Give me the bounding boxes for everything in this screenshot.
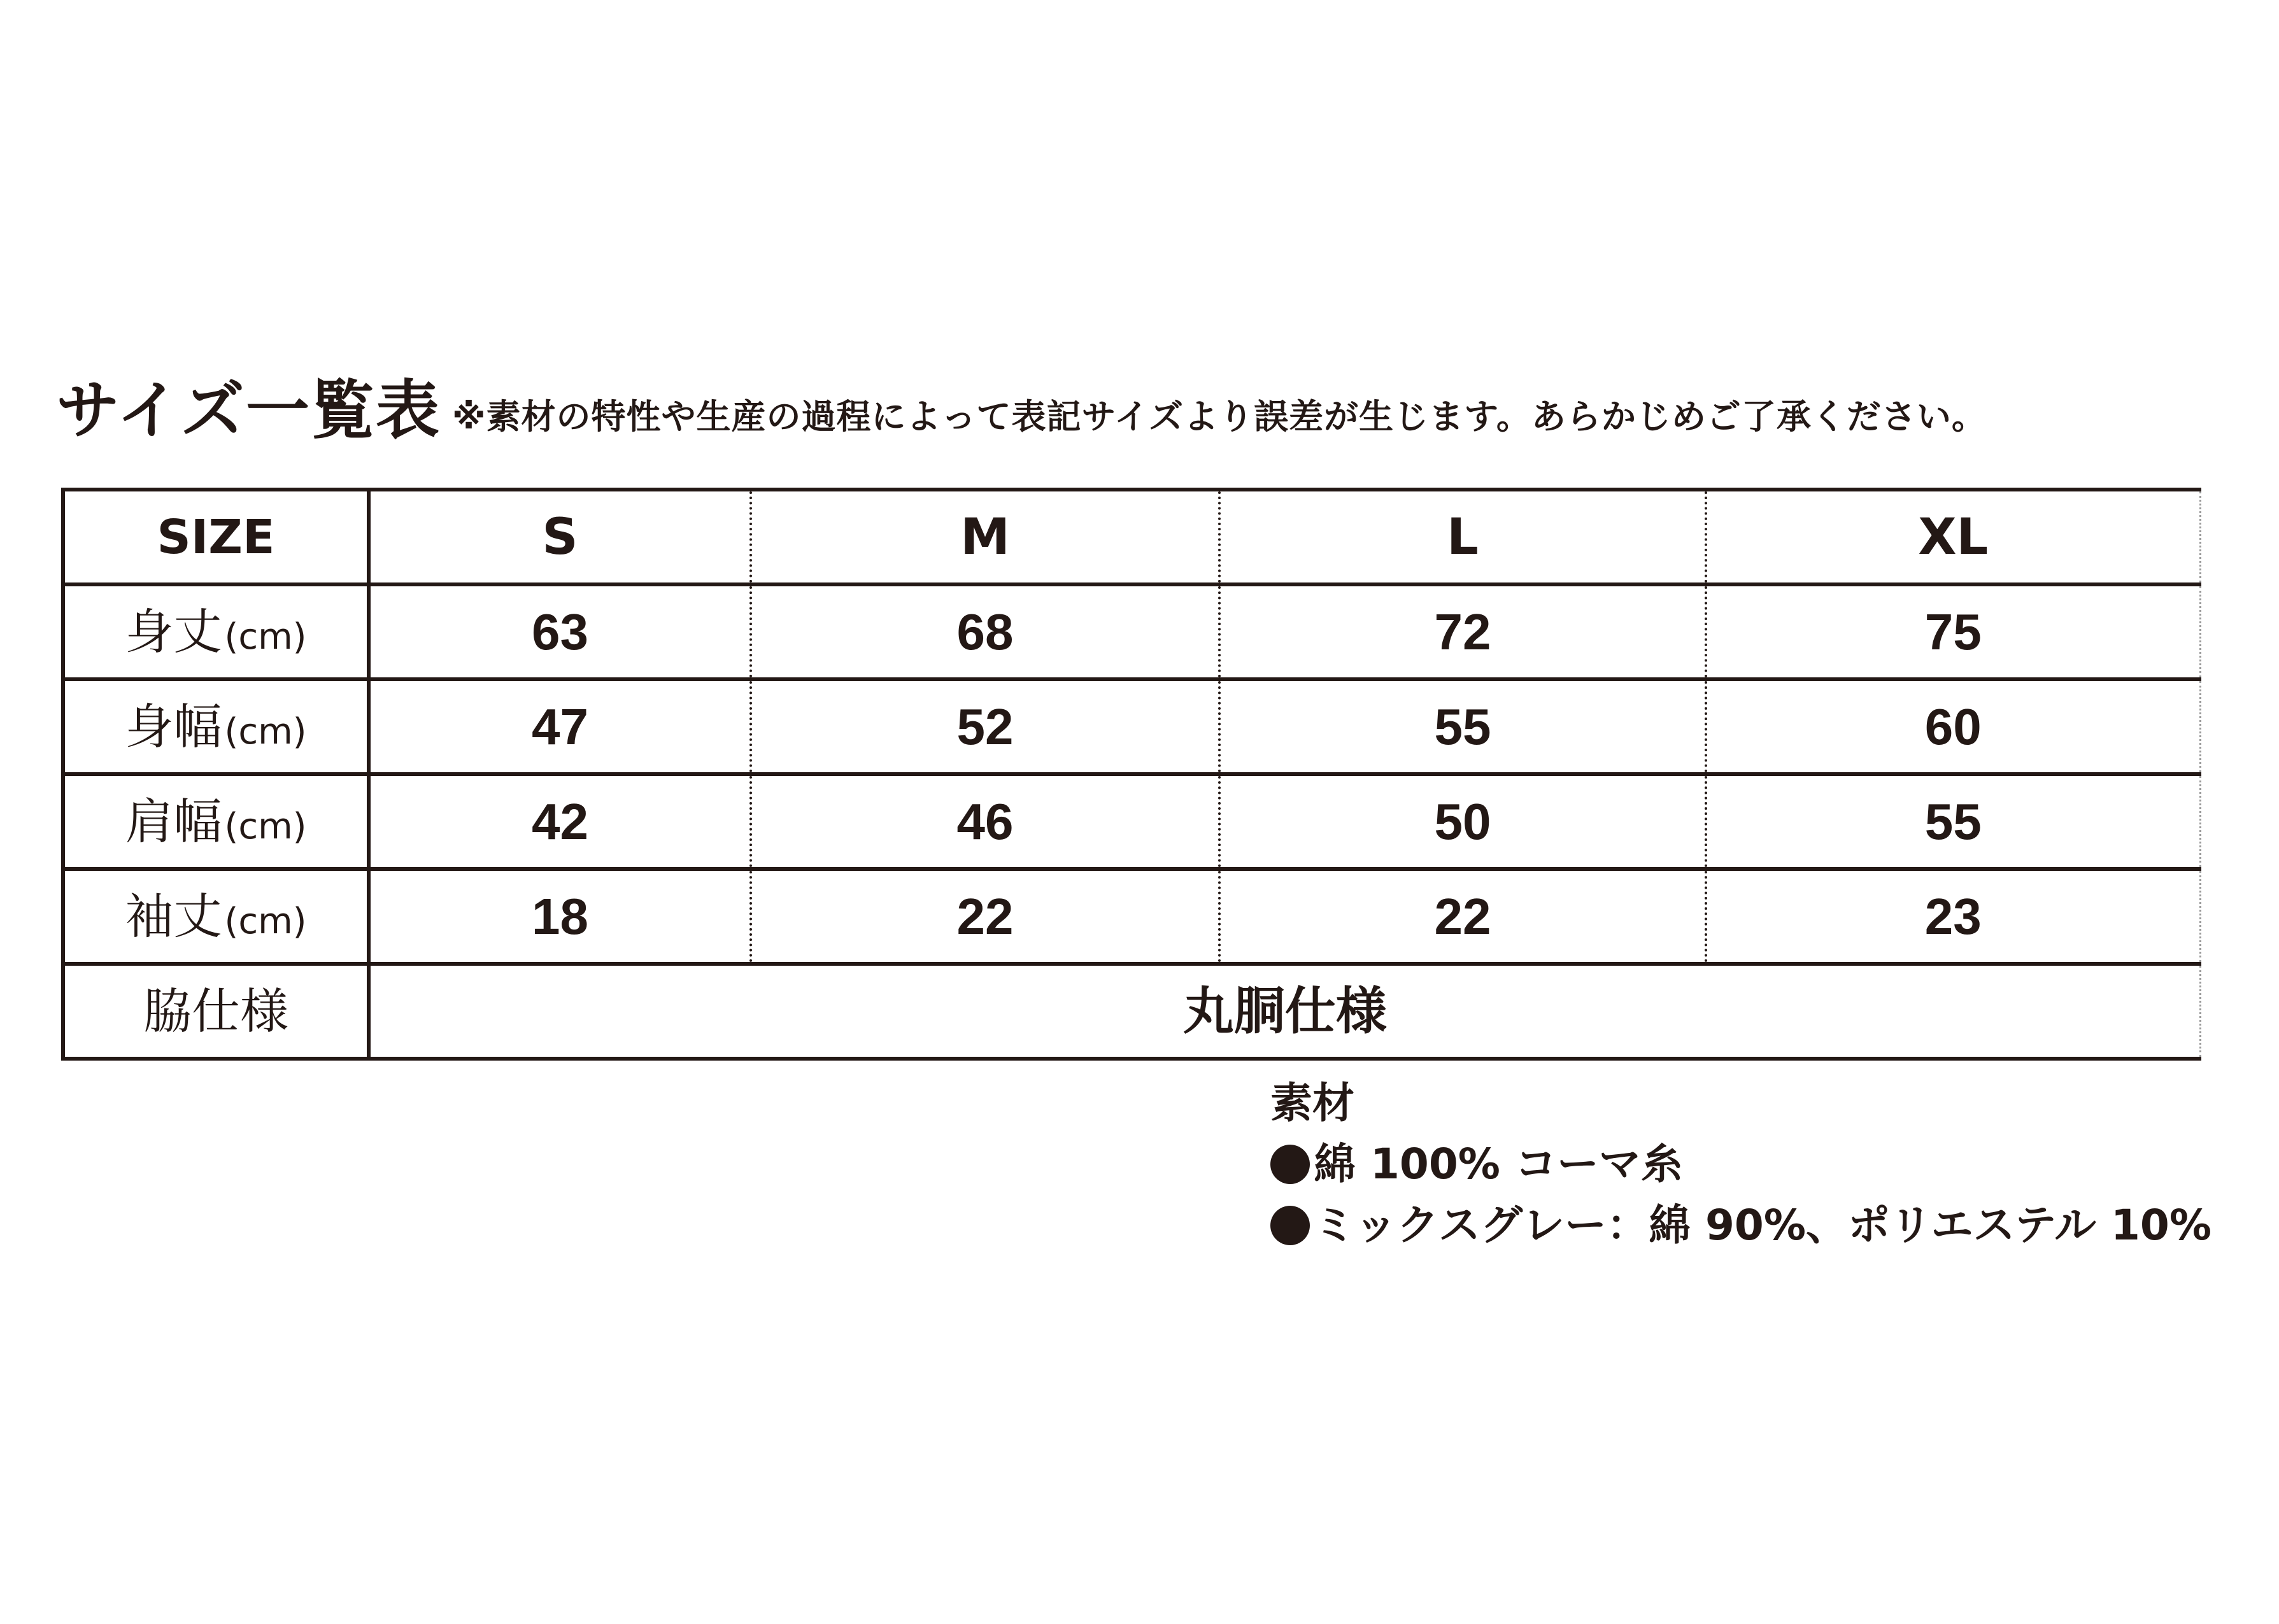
row-label-text: 肩幅 (125, 793, 222, 850)
row-label-sleeve (63, 869, 369, 964)
row-unit: (cm) (224, 616, 307, 658)
row-unit: (cm) (224, 805, 307, 847)
row-label-text: 身幅 (125, 698, 222, 755)
table-cell: 46 (751, 774, 1219, 869)
size-header-m: M (751, 490, 1219, 584)
size-header-label: SIZE (63, 490, 369, 584)
side-spec-label: 脇仕様 (63, 964, 369, 1059)
row-label-shoulder (63, 774, 369, 869)
size-header-l: L (1219, 490, 1706, 584)
table-cell: 22 (751, 869, 1219, 964)
bullet-icon (1270, 1206, 1310, 1245)
table-cell: 75 (1706, 584, 2200, 679)
table-row (63, 869, 2200, 964)
table-cell: 55 (1219, 679, 1706, 774)
materials-line-text: 綿 100% コーマ糸 (1314, 1140, 1683, 1189)
table-header-row (63, 490, 2200, 584)
size-table (61, 488, 2201, 1061)
row-label-text: 身丈 (125, 603, 222, 660)
size-notice: ※素材の特性や生産の過程によって表記サイズより誤差が生じます。あらかじめご了承ください。 (452, 397, 1987, 437)
table-cell: 63 (369, 584, 751, 679)
table-row (63, 679, 2200, 774)
row-label-width (63, 679, 369, 774)
table-cell: 52 (751, 679, 1219, 774)
table-row (63, 584, 2200, 679)
materials-section (1270, 1078, 2212, 1266)
table-cell: 68 (751, 584, 1219, 679)
table-row (63, 774, 2200, 869)
table-cell: 47 (369, 679, 751, 774)
row-label-length (63, 584, 369, 679)
side-spec-row (63, 964, 2200, 1059)
table-cell: 55 (1706, 774, 2200, 869)
table-cell: 60 (1706, 679, 2200, 774)
row-unit: (cm) (224, 710, 307, 752)
table-cell: 50 (1219, 774, 1706, 869)
table-cell: 72 (1219, 584, 1706, 679)
row-label-text: 袖丈 (125, 887, 222, 945)
table-cell: 22 (1219, 869, 1706, 964)
side-spec-value: 丸胴仕様 (369, 964, 2200, 1059)
page-title: サイズ一覧表 (56, 373, 441, 448)
materials-title: 素材 (1270, 1078, 1354, 1127)
table-cell: 18 (369, 869, 751, 964)
materials-line (1270, 1140, 2212, 1189)
materials-line (1270, 1201, 2212, 1250)
bullet-icon (1270, 1145, 1310, 1184)
size-header-s: S (369, 490, 751, 584)
table-cell: 42 (369, 774, 751, 869)
materials-line-text: ミックスグレー：綿 90%、ポリエステル 10% (1314, 1201, 2212, 1250)
size-header-xl: XL (1706, 490, 2200, 584)
row-unit: (cm) (224, 900, 307, 942)
table-cell: 23 (1706, 869, 2200, 964)
